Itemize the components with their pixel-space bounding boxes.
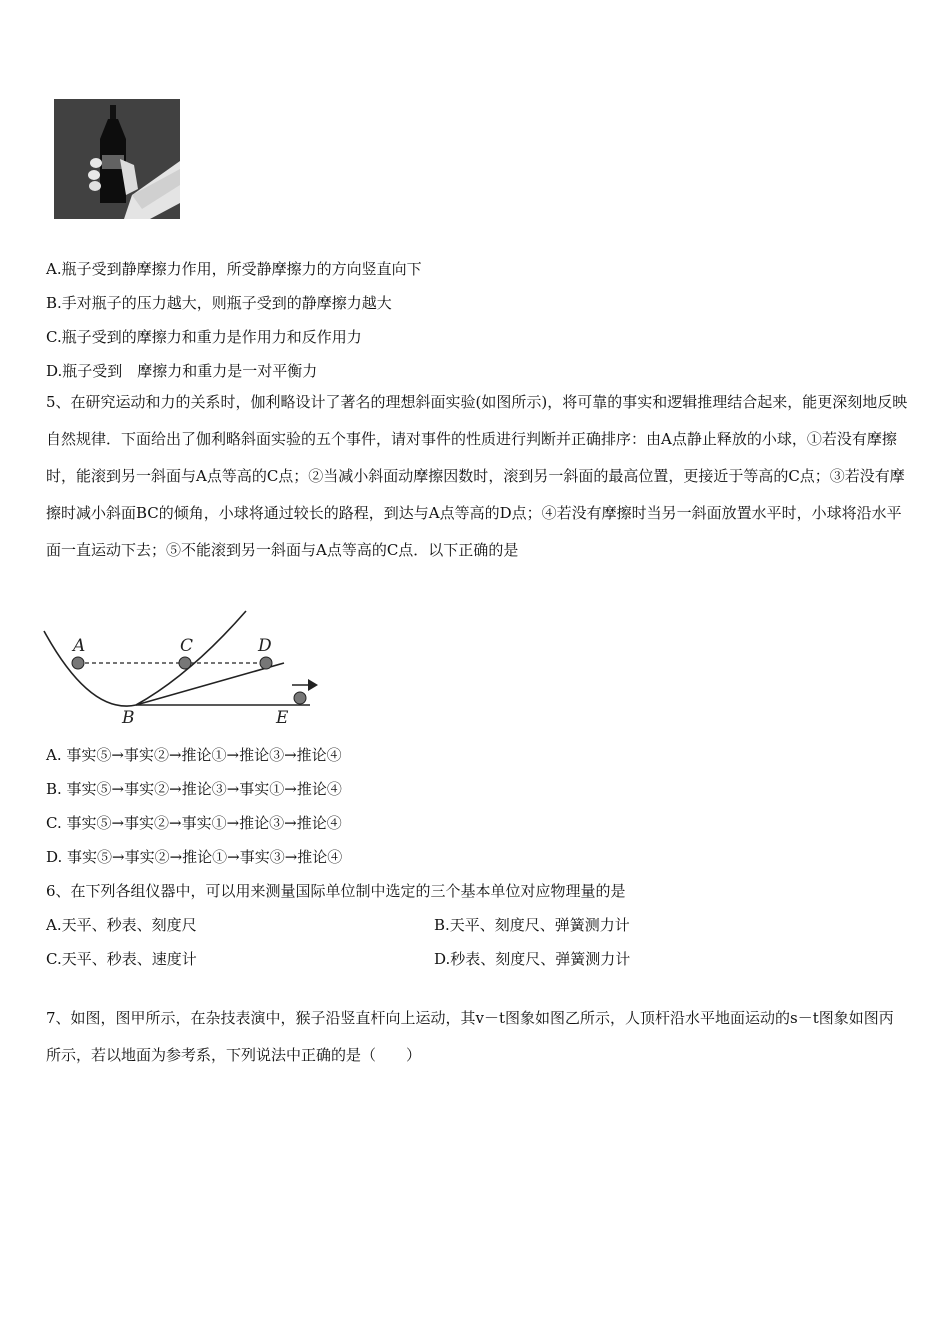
inclined-plane-figure [40,605,330,730]
q4-option-b: B.手对瓶子的压力越大，则瓶子受到的静摩擦力越大 [46,294,392,312]
q5-option-a: A. 事实⑤→事实②→推论①→推论③→推论④ [46,746,342,764]
q6-option-a: A.天平、秒表、刻度尺 [46,916,197,934]
q6-option-c: C.天平、秒表、速度计 [46,950,197,968]
q5-stem: 5、在研究运动和力的关系时，伽利略设计了著名的理想斜面实验(如图所示)，将可靠的事实和逻辑推理结合起来，能更深刻地反映自然规律．下面给出了伽利略斜面实验的五个事件，请对事件的性质进行判断并正确排序：由A点静止释放的小球，①若没有摩擦时，能滚到另一斜面与A点等高的C点；②当减小斜面动摩擦因数时，滚到另一斜面的最高位置，更接近于等高的C点；③若没有摩擦时减小斜面BC的倾角，小球将通过较长的路程，到达与A点等高的D点；④若没有摩擦时当另一斜面放置水平时，小球将沿水平面一直运动下去；⑤不能滚到另一斜面与A点等高的C点．以下正确的是 [46,393,908,559]
q7-stem: 7、如图，图甲所示，在杂技表演中，猴子沿竖直杆向上运动，其v－t图象如图乙所示，人顶杆沿水平地面运动的s－t图象如图丙所示，若以地面为参考系，下列说法中正确的是（ ） [46,1009,894,1064]
label-e: E [276,708,289,728]
label-d: D [258,636,272,656]
q4-option-a: A.瓶子受到静摩擦力作用，所受静摩擦力的方向竖直向下 [46,260,422,278]
q4-option-d: D.瓶子受到 摩擦力和重力是一对平衡力 [46,362,318,380]
label-a: A [73,636,86,656]
label-c: C [180,636,194,656]
q6-option-d: D.秒表、刻度尺、弹簧测力计 [434,950,631,968]
q5-option-d: D. 事实⑤→事实②→推论①→事实③→推论④ [46,848,343,866]
q6-stem: 6、在下列各组仪器中，可以用来测量国际单位制中选定的三个基本单位对应物理量的是 [46,882,626,900]
label-b: B [122,708,135,728]
q5-option-b: B. 事实⑤→事实②→推论③→事实①→推论④ [46,780,342,798]
q5-option-c: C. 事实⑤→事实②→事实①→推论③→推论④ [46,814,342,832]
q4-option-c: C.瓶子受到的摩擦力和重力是作用力和反作用力 [46,328,362,346]
q6-option-b: B.天平、刻度尺、弹簧测力计 [434,916,630,934]
bottle-photo [54,99,180,219]
